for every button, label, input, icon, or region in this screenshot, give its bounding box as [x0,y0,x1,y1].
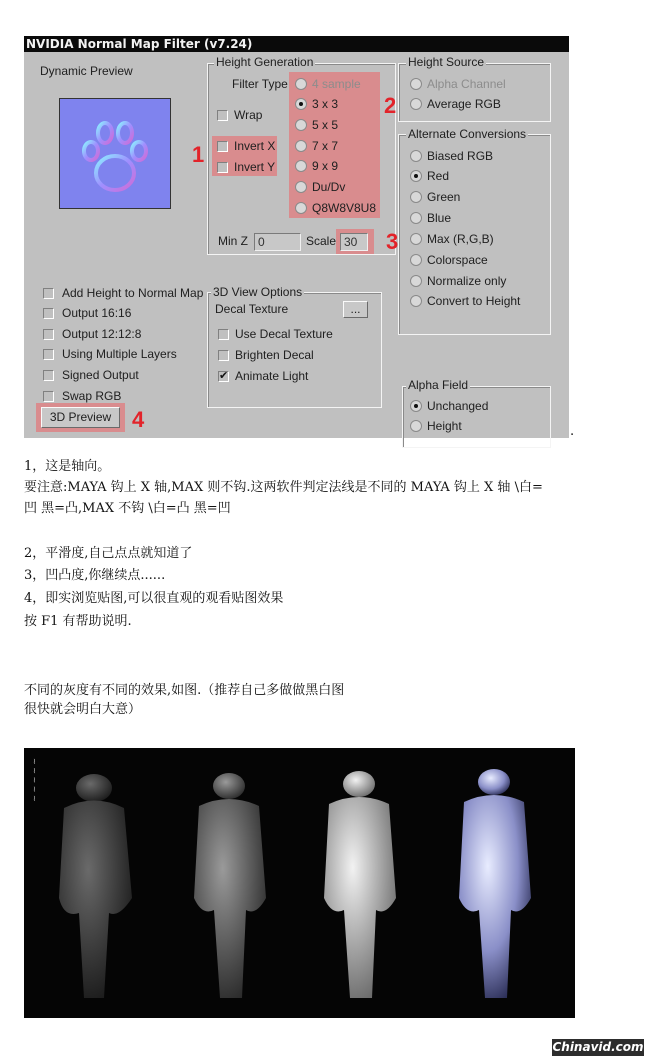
scale-label: Scale [306,234,337,248]
filter-type-label: Filter Type [232,77,288,91]
radio-normalize-only-label: Normalize only [427,274,507,288]
signed-output-checkbox[interactable] [43,370,54,381]
min-z-field[interactable]: 0 [254,233,301,251]
radio-height[interactable] [410,420,422,432]
article-line-3: 凹 黑=凸,MAX 不钩 \白=凸 黑=凹 [24,501,231,516]
radio-3x3[interactable] [295,98,307,110]
view-options-label: 3D View Options [213,285,303,299]
animate-light-label: Animate Light [235,369,309,383]
dialog-title: NVIDIA Normal Map Filter (v7.24) [24,36,569,52]
wrap-checkbox[interactable] [217,110,228,121]
paw-print-icon [60,99,170,208]
site-watermark: Chinavid.com [552,1040,644,1054]
article-line-5: 3，凹凸度,你继续点...... [24,568,166,583]
multiple-layers-label: Using Multiple Layers [62,347,177,361]
use-decal-texture-label: Use Decal Texture [235,327,333,341]
alternate-conversions-label: Alternate Conversions [408,127,527,141]
radio-average-rgb[interactable] [410,98,422,110]
article-line-7: 按 F1 有帮助说明. [24,614,132,629]
radio-biased-rgb-label: Biased RGB [427,149,494,163]
output-16-16-label: Output 16:16 [62,306,132,320]
radio-average-rgb-label: Average RGB [427,97,501,111]
radio-colorspace[interactable] [410,254,422,266]
wrap-label: Wrap [234,108,263,122]
radio-q8w8v8u8[interactable] [295,202,307,214]
marker-4: 4 [132,407,145,432]
article-line-8: 不同的灰度有不同的效果,如图.（推荐自己多做做黑白图 [24,683,345,698]
3d-preview-button[interactable]: 3D Preview [41,407,120,428]
height-generation-label: Height Generation [216,55,314,69]
article-line-9: 很快就会明白大意） [24,702,142,717]
min-z-label: Min Z [218,234,248,248]
add-height-label: Add Height to Normal Map [62,286,204,300]
radio-green[interactable] [410,191,422,203]
brighten-decal-label: Brighten Decal [235,348,314,362]
render-figure-2 [194,773,266,998]
scale-field[interactable]: 30 [340,233,368,251]
radio-4-sample[interactable] [295,78,307,90]
multiple-layers-checkbox[interactable] [43,349,54,360]
radio-blue-label: Blue [427,211,452,225]
decal-texture-label: Decal Texture [215,302,289,316]
radio-biased-rgb[interactable] [410,150,422,162]
height-source-group [398,63,551,122]
marker-3: 3 [386,229,399,254]
dynamic-preview-image [59,98,171,209]
marker-2: 2 [384,93,397,118]
radio-unchanged-label: Unchanged [427,399,489,413]
article-line-4: 2，平滑度,自己点点就知道了 [24,546,193,561]
radio-5x5[interactable] [295,119,307,131]
invert-x-checkbox[interactable] [217,141,228,152]
normal-map-filter-dialog [24,36,569,438]
radio-height-label: Height [427,419,462,433]
radio-7x7-label: 7 x 7 [312,139,339,153]
radio-5x5-label: 5 x 5 [312,118,339,132]
radio-3x3-label: 3 x 3 [312,97,339,111]
alpha-field-label: Alpha Field [408,378,469,392]
radio-convert-to-height[interactable] [410,295,422,307]
radio-convert-to-height-label: Convert to Height [427,294,521,308]
signed-output-label: Signed Output [62,368,139,382]
height-source-label: Height Source [408,55,485,69]
radio-9x9[interactable] [295,160,307,172]
marker-1: 1 [192,142,205,167]
radio-9x9-label: 9 x 9 [312,159,339,173]
swap-rgb-label: Swap RGB [62,389,122,403]
render-figure-4 [459,769,531,998]
radio-blue[interactable] [410,212,422,224]
trailing-period: . [570,424,575,439]
invert-x-label: Invert X [234,139,276,153]
render-figure-3 [324,771,396,998]
radio-unchanged[interactable] [410,400,422,412]
invert-y-checkbox[interactable] [217,162,228,173]
add-height-checkbox[interactable] [43,288,54,299]
radio-alpha-channel[interactable] [410,78,422,90]
armor-render-comparison-image [24,748,575,1018]
radio-colorspace-label: Colorspace [427,253,488,267]
render-figure-1 [59,774,132,998]
radio-red-label: Red [427,169,450,183]
use-decal-texture-checkbox[interactable] [218,329,229,340]
radio-max-rgb-label: Max (R,G,B) [427,232,494,246]
alpha-field-group [402,386,551,448]
output-12-12-8-label: Output 12:12:8 [62,327,142,341]
browse-decal-button[interactable]: ... [343,301,368,318]
radio-alpha-channel-label: Alpha Channel [427,77,506,91]
radio-dudv-label: Du/Dv [312,180,346,194]
article-line-1: 1，这是轴向。 [24,459,111,474]
article-line-2: 要注意:MAYA 钩上 X 轴,MAX 则不钩.这两软件判定法线是不同的 MAYA 钩上 X 轴 \白= [24,480,543,495]
output-16-16-checkbox[interactable] [43,308,54,319]
article-line-6: 4，即实浏览贴图,可以很直观的观看贴图效果 [24,591,284,606]
dynamic-preview-label: Dynamic Preview [40,64,133,78]
swap-rgb-checkbox[interactable] [43,391,54,402]
animate-light-checkbox[interactable] [218,371,229,382]
brighten-decal-checkbox[interactable] [218,350,229,361]
radio-q8w8v8u8-label: Q8W8V8U8 [312,201,377,215]
radio-7x7[interactable] [295,140,307,152]
output-12-12-8-checkbox[interactable] [43,329,54,340]
radio-4-sample-label: 4 sample [312,77,361,91]
radio-normalize-only[interactable] [410,275,422,287]
radio-red[interactable] [410,170,422,182]
svg-text:~ ~ ~ ~ ~: ~ ~ ~ ~ ~ [30,758,39,802]
radio-dudv[interactable] [295,181,307,193]
radio-max-rgb[interactable] [410,233,422,245]
invert-y-label: Invert Y [234,160,276,174]
radio-green-label: Green [427,190,461,204]
